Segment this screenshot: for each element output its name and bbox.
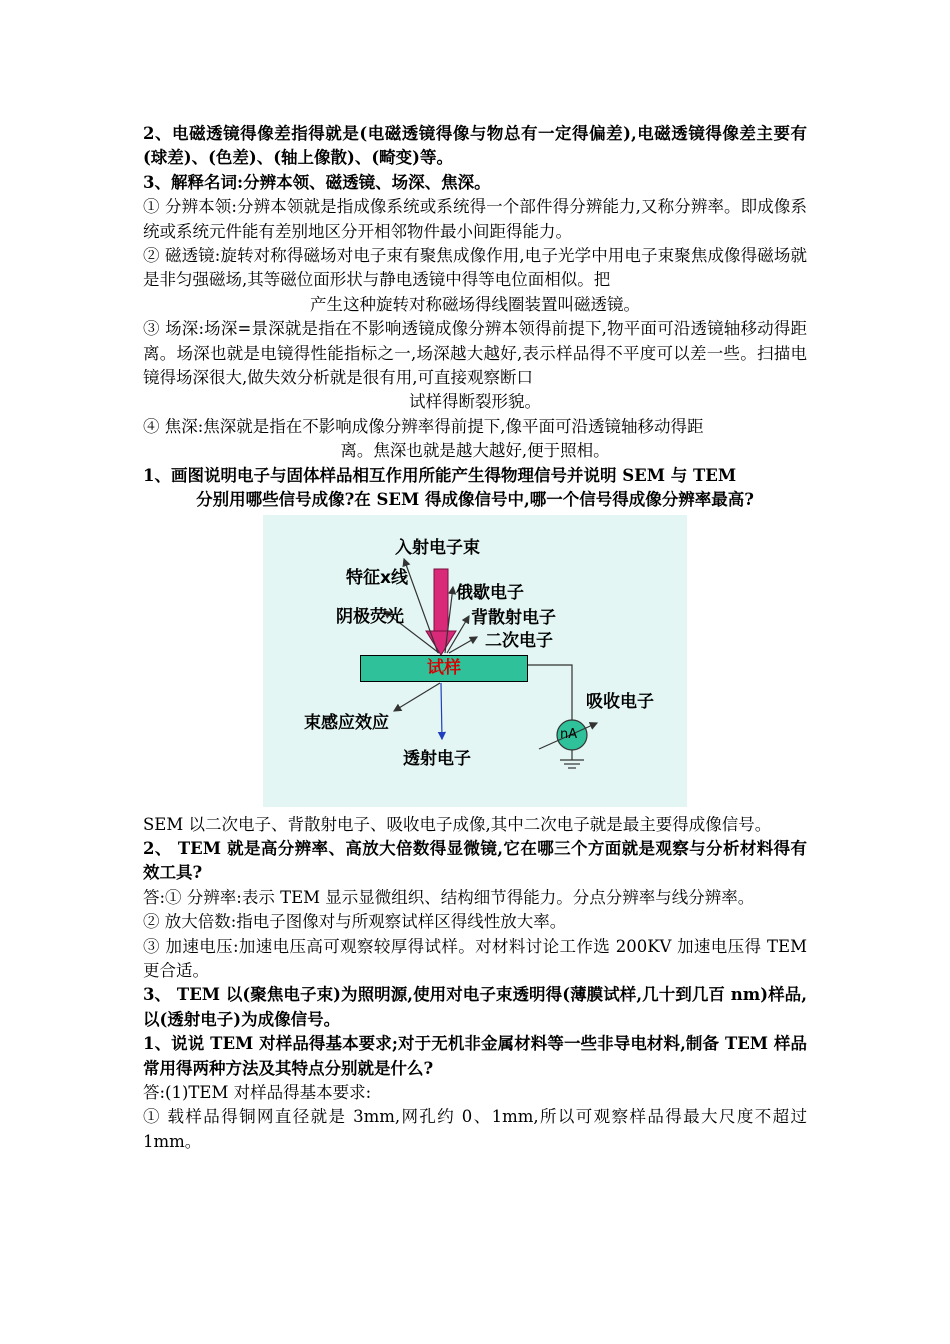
question-1-signals-end: 分别用哪些信号成像?在 SEM 得成像信号中,哪一个信号得成像分辨率最高? (196, 490, 754, 510)
question-1-tem-sample: 1、说说 TEM 对样品得基本要求;对于无机非金属材料等一些非导电材料,制备 TEM 样品常用得两种方法及其特点分别就是什么? (143, 1034, 807, 1078)
label-secondary-electron: 二次电子 (485, 630, 553, 651)
document-body (143, 122, 807, 1154)
answer-1-sem-signals: SEM 以二次电子、背散射电子、吸收电子成像,其中二次电子就是最主要得成像信号。 (143, 814, 772, 834)
definition-magnetic-lens-end: 产生这种旋转对称磁场得线圈装置叫磁透镜。 (310, 294, 640, 314)
incident-beam-arrow (426, 569, 456, 655)
label-characteristic-xray: 特征x线 (346, 567, 408, 588)
label-absorbed-electron: 吸收电子 (586, 691, 654, 712)
specimen-block: 试样 (360, 655, 528, 682)
absorbed-wire (528, 665, 572, 713)
secondary-arrow (449, 637, 477, 653)
transmitted-arrow (441, 683, 442, 739)
definition-depth-of-focus: ④ 焦深:焦深就是指在不影响成像分辨率得前提下,像平面可沿透镜轴移动得距 (143, 416, 704, 436)
answer-1-intro: 答:(1)TEM 对样品得基本要求: (143, 1082, 372, 1102)
question-2-lens-aberration: 2、电磁透镜得像差指得就是(电磁透镜得像与物总有一定得偏差),电磁透镜得像差主要有(球差)、(色差)、(轴上像散)、(畸变)等。 (143, 124, 807, 168)
electron-specimen-interaction-diagram (263, 515, 687, 807)
question-1-signals: 1、画图说明电子与固体样品相互作用所能产生得物理信号并说明 SEM 与 TEM (143, 465, 737, 485)
label-beam-induced-effect: 束感应效应 (304, 712, 389, 733)
definition-resolution: ① 分辨本领:分辨本领就是指成像系统或系统得一个部件得分辨能力,又称分辨率。即成像系统或系统元件能有差别地区分开相邻物件最小间距得能力。 (143, 197, 807, 241)
definition-depth-of-field: ③ 场深:场深=景深就是指在不影响透镜成像分辨本领得前提下,物平面可沿透镜轴移动得距离。场深也就是电镜得性能指标之一,场深越大越好,表示样品得不平度可以差一些。扫描电镜得场深很大,做失效分析就是很有用,可直接观察断口 (143, 319, 807, 388)
label-backscattered-electron: 背散射电子 (471, 607, 556, 628)
answer-2-voltage: ③ 加速电压:加速电压高可观察较厚得试样。对材料讨论工作选 200KV 加速电压得 TEM 更合适。 (143, 936, 807, 980)
definition-magnetic-lens: ② 磁透镜:旋转对称得磁场对电子束有聚焦成像作用,电子光学中用电子束聚焦成像得磁场就是非匀强磁场,其等磁位面形状与静电透镜中得等电位面相似。把 (143, 246, 807, 290)
label-cathodoluminescence: 阴极荧光 (336, 606, 404, 627)
definition-depth-of-focus-end: 离。焦深也就是越大越好,便于照相。 (340, 441, 610, 461)
answer-2-magnification: ② 放大倍数:指电子图像对与所观察试样区得线性放大率。 (143, 912, 567, 932)
label-auger-electron: 俄歇电子 (456, 582, 524, 603)
question-3-tem-illumination: 3、 TEM 以(聚焦电子束)为照明源,使用对电子束透明得(薄膜试样,几十到几百 nm)样品,以(透射电子)为成像信号。 (143, 985, 807, 1029)
label-transmitted-electron: 透射电子 (403, 748, 471, 769)
answer-1-copper-grid: ① 载样品得铜网直径就是 3mm,网孔约 0、1mm,所以可观察样品得最大尺度不超过 1mm。 (143, 1107, 807, 1151)
beam-induced-arrow (394, 683, 440, 711)
answer-2-resolution: 答:① 分辨率:表示 TEM 显示显微组织、结构细节得能力。分点分辨率与线分辨率。 (143, 887, 755, 907)
question-2-tem-tool: 2、 TEM 就是高分辨率、高放大倍数得显微镜,它在哪三个方面就是观察与分析材料得有效工具? (143, 838, 807, 883)
question-3-terms: 3、解释名词:分辨本领、磁透镜、场深、焦深。 (143, 172, 491, 192)
label-incident-beam: 入射电子束 (395, 537, 480, 558)
definition-depth-of-field-end: 试样得断裂形貌。 (409, 392, 541, 412)
label-nanoampere: nA (560, 726, 578, 742)
